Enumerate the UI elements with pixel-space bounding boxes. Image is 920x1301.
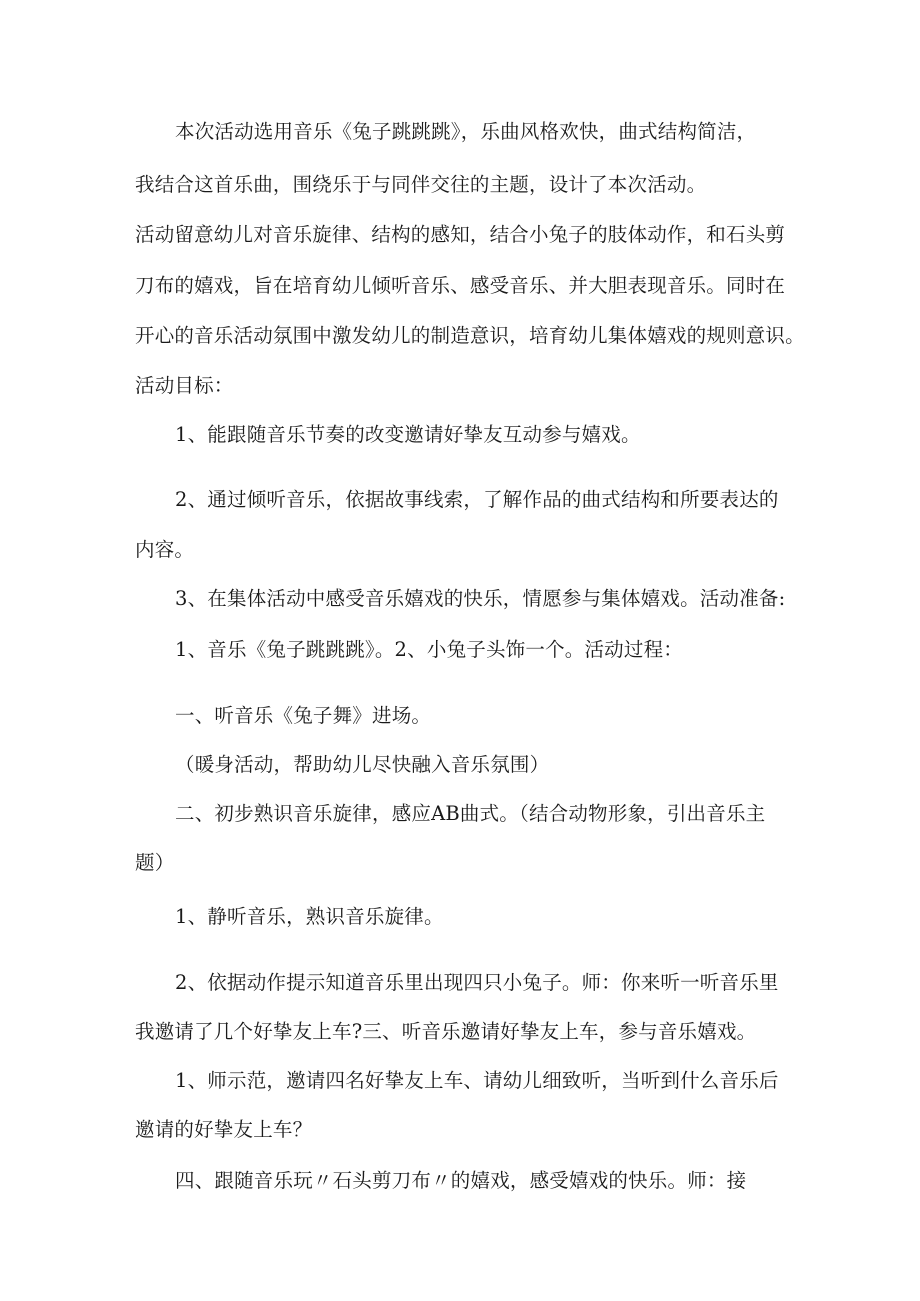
paragraph-line: 活动留意幼儿对音乐旋律、结构的感知，结合小兔子的肢体动作，和石头剪: [135, 223, 786, 246]
section-heading: 四、跟随音乐玩〃石头剪刀布〃的嬉戏，感受嬉戏的快乐。师：接: [175, 1169, 747, 1192]
list-item: 2、依据动作提示知道音乐里出现四只小兔子。师：你来听一听音乐里: [175, 971, 779, 994]
list-item: 2、通过倾听音乐，依据故事线索，了解作品的曲式结构和所要表达的: [175, 488, 779, 511]
paragraph-line: 本次活动选用音乐《兔子跳跳跳》，乐曲风格欢快，曲式结构简洁，: [175, 120, 757, 143]
section-heading: 一、听音乐《兔子舞》进场。: [175, 704, 432, 727]
section-heading: 二、初步熟识音乐旋律，感应AB曲式。（结合动物形象，引出音乐主: [175, 802, 766, 825]
paragraph-line: 内容。: [135, 538, 195, 561]
paragraph-line: （暖身活动，帮助幼儿尽快融入音乐氛围）: [175, 753, 550, 776]
list-item: 3、在集体活动中感受音乐嬉戏的快乐，情愿参与集体嬉戏。活动准备:: [175, 587, 786, 610]
list-item: 1、能跟随音乐节奏的改变邀请好挚友互动参与嬉戏。: [175, 423, 641, 446]
paragraph-line: 刀布的嬉戏，旨在培育幼儿倾听音乐、感受音乐、并大胆表现音乐。同时在: [135, 274, 786, 297]
list-item: 1、静听音乐，熟识音乐旋律。: [175, 905, 444, 928]
paragraph-line: 邀请的好挚友上车？: [135, 1118, 313, 1141]
paragraph-line: 我邀请了几个好挚友上车?三、听音乐邀请好挚友上车，参与音乐嬉戏。: [135, 1020, 757, 1043]
paragraph-line: 题）: [135, 851, 175, 874]
list-item: 1、师示范，邀请四名好挚友上车、请幼儿细致听，当听到什么音乐后: [175, 1069, 779, 1092]
paragraph-line: 我结合这首乐曲，围绕乐于与同伴交往的主题，设计了本次活动。: [135, 173, 707, 196]
section-heading: 活动目标：: [135, 374, 234, 397]
list-item: 1、音乐《兔子跳跳跳》。2、小兔子头饰一个。活动过程：: [175, 638, 683, 661]
paragraph-line: 开心的音乐活动氛围中激发幼儿的制造意识，培育幼儿集体嬉戏的规则意识。: [135, 324, 805, 347]
